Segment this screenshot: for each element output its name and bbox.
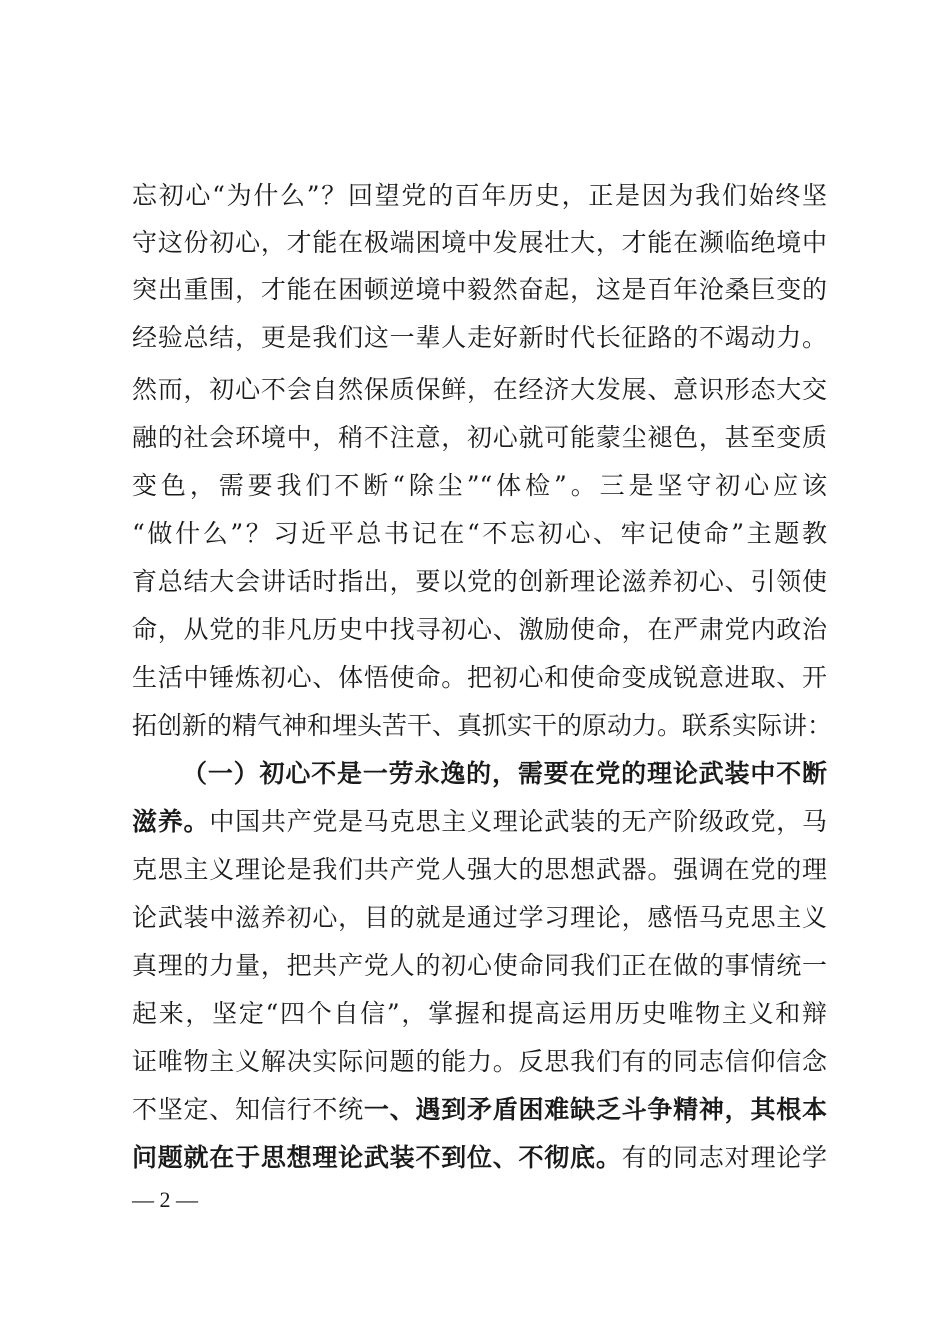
body-text-line: 论武装中滋养初心，目的就是通过学习理论，感悟马克思主义 xyxy=(132,903,827,932)
body-text-line: 突出重围，才能在困顿逆境中毅然奋起，这是百年沧桑巨变的 xyxy=(132,275,827,304)
body-text-line: 融的社会环境中，稍不注意，初心就可能蒙尘褪色，甚至变质 xyxy=(132,423,827,452)
body-text-line xyxy=(132,1138,827,1178)
body-text-line: 经验总结，更是我们这一辈人走好新时代长征路的不竭动力。 xyxy=(132,323,827,352)
body-text-line: “做什么”？习近平总书记在“不忘初心、牢记使命”主题教 xyxy=(132,519,827,548)
body-text-line: 克思主义理论是我们共产党人强大的思想武器。强调在党的理 xyxy=(132,855,827,884)
emphasis-text-span: 一、遇到矛盾困难缺乏斗争精神，其根本 xyxy=(363,1095,827,1124)
body-text-span: 不坚定、知信行不统 xyxy=(132,1095,364,1124)
body-text-line: 然而，初心不会自然保质保鲜，在经济大发展、意识形态大交 xyxy=(132,375,827,404)
body-text-span: 有的同志对理论学 xyxy=(621,1143,827,1172)
body-text-line: 起来，坚定“四个自信”，掌握和提高运用历史唯物主义和辩 xyxy=(132,999,827,1028)
body-text-line: 证唯物主义解决实际问题的能力。反思我们有的同志信仰信念 xyxy=(132,1047,827,1076)
body-text-line: 真理的力量，把共产党人的初心使命同我们正在做的事情统一 xyxy=(132,951,827,980)
body-text-line xyxy=(132,1090,827,1130)
body-text-span: 中国共产党是马克思主义理论武装的无产阶级政党，马 xyxy=(209,807,827,836)
section-heading-line xyxy=(182,754,827,794)
body-text-line: 生活中锤炼初心、体悟使命。把初心和使命变成锐意进取、开 xyxy=(132,663,827,692)
body-text-line xyxy=(132,802,827,842)
body-text-line: 忘初心“为什么”？回望党的百年历史，正是因为我们始终坚 xyxy=(132,181,827,210)
body-text-line: 拓创新的精气神和埋头苦干、真抓实干的原动力。联系实际讲： xyxy=(132,711,833,740)
body-text-line: 变色，需要我们不断“除尘”“体检”。三是坚守初心应该 xyxy=(132,471,827,500)
body-text-line: 命，从党的非凡历史中找寻初心、激励使命，在严肃党内政治 xyxy=(132,615,827,644)
body-text-line: 守这份初心，才能在极端困境中发展壮大，才能在濒临绝境中 xyxy=(132,228,827,257)
body-text-line: 育总结大会讲话时指出，要以党的创新理论滋养初心、引领使 xyxy=(132,567,827,596)
section-heading-end: 滋养。 xyxy=(132,807,210,836)
emphasis-text-span: 问题就在于思想理论武装不到位、不彻底。 xyxy=(132,1143,622,1172)
page-number: — 2 — xyxy=(132,1187,198,1212)
section-heading-text: （一）初心不是一劳永逸的，需要在党的理论武装中不断 xyxy=(182,759,827,788)
